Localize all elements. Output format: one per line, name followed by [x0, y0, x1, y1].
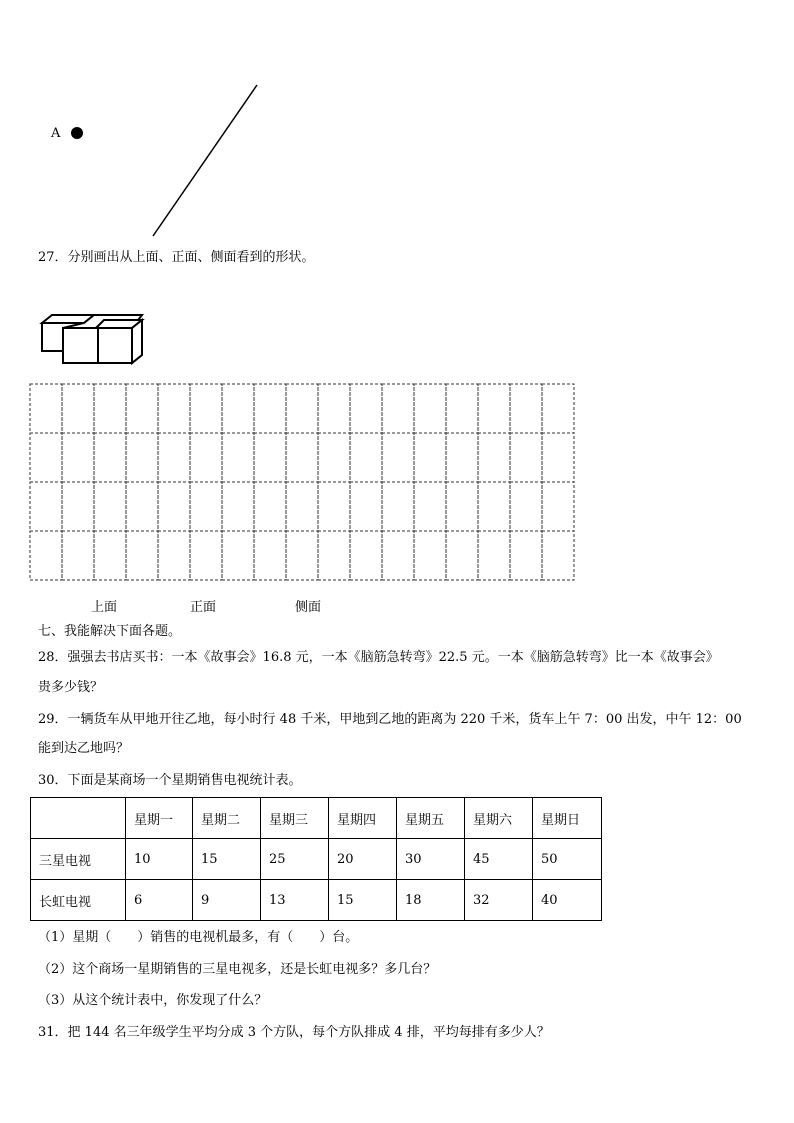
grid-cell[interactable] [510, 531, 542, 580]
table-header-cell: 星期一 [126, 798, 193, 839]
grid-cell[interactable] [62, 433, 94, 482]
grid-cell[interactable] [382, 482, 414, 531]
cube-figure [38, 308, 148, 368]
table-cell: 18 [397, 880, 465, 921]
grid-cell[interactable] [382, 531, 414, 580]
grid-cell[interactable] [158, 384, 190, 433]
grid-cell[interactable] [446, 482, 478, 531]
grid-cell[interactable] [126, 531, 158, 580]
q30-sub3: （3）从这个统计表中，你发现了什么？ [38, 993, 268, 1008]
q28-line2: 贵多少钱？ [38, 680, 104, 695]
grid-cell[interactable] [286, 482, 318, 531]
grid-cell[interactable] [318, 384, 350, 433]
table-cell: 50 [533, 839, 602, 880]
q30-text: 30．下面是某商场一个星期销售电视统计表。 [38, 773, 302, 788]
grid-cell[interactable] [478, 384, 510, 433]
grid-cell[interactable] [62, 482, 94, 531]
grid-cell[interactable] [446, 433, 478, 482]
grid-cell[interactable] [478, 482, 510, 531]
grid-cell[interactable] [254, 531, 286, 580]
slanted-line [153, 85, 257, 236]
grid-cell[interactable] [446, 531, 478, 580]
section7-title: 七、我能解决下面各题。 [38, 624, 182, 639]
grid-cell[interactable] [94, 384, 126, 433]
table-cell: 三星电视 [31, 839, 126, 880]
table-cell: 20 [329, 839, 397, 880]
table-header-row [31, 798, 602, 839]
grid-cell[interactable] [158, 482, 190, 531]
grid-cell[interactable] [478, 531, 510, 580]
table-row [31, 839, 602, 880]
grid-cell[interactable] [286, 531, 318, 580]
label-side-view: 侧面 [295, 600, 322, 615]
grid-cell[interactable] [254, 482, 286, 531]
grid-cell[interactable] [254, 384, 286, 433]
grid-cell[interactable] [94, 433, 126, 482]
table-header-cell: 星期二 [193, 798, 261, 839]
table-cell: 40 [533, 880, 602, 921]
table-header-cell: 星期日 [533, 798, 602, 839]
grid-cell[interactable] [254, 433, 286, 482]
line-figure [0, 0, 300, 250]
grid-cell[interactable] [94, 531, 126, 580]
grid-cell[interactable] [30, 482, 62, 531]
table-cell: 长虹电视 [31, 880, 126, 921]
grid-cell[interactable] [286, 384, 318, 433]
grid-cell[interactable] [382, 433, 414, 482]
table-cell: 25 [261, 839, 329, 880]
label-top-view: 上面 [91, 600, 118, 615]
grid-cell[interactable] [414, 384, 446, 433]
table-cell: 30 [397, 839, 465, 880]
q28-line1: 28．强强去书店买书：一本《故事会》16.8 元，一本《脑筋急转弯》22.5 元。一本《脑筋急转弯》比一本《故事会》 [38, 650, 719, 665]
label-front-view: 正面 [190, 600, 217, 615]
grid-cell[interactable] [30, 433, 62, 482]
grid-cell[interactable] [190, 482, 222, 531]
grid-cell[interactable] [350, 482, 382, 531]
grid-cell[interactable] [542, 384, 574, 433]
grid-cell[interactable] [286, 433, 318, 482]
table-cell: 6 [126, 880, 193, 921]
grid-cell[interactable] [222, 433, 254, 482]
grid-cell[interactable] [30, 531, 62, 580]
grid-cell[interactable] [222, 482, 254, 531]
point-a-dot [71, 127, 83, 139]
grid-cell[interactable] [190, 531, 222, 580]
table-row [31, 880, 602, 921]
q30-sub1: （1）星期（ ）销售的电视机最多，有（ ）台。 [38, 930, 359, 945]
grid-cell[interactable] [158, 531, 190, 580]
table-cell: 15 [329, 880, 397, 921]
table-cell: 32 [465, 880, 533, 921]
grid-cell[interactable] [478, 433, 510, 482]
q29-line1: 29．一辆货车从甲地开往乙地，每小时行 48 千米，甲地到乙地的距离为 220 千米，货车上午 7：00 出发，中午 12：00 [38, 712, 742, 727]
tv-sales-table [30, 797, 602, 921]
grid-cell[interactable] [190, 433, 222, 482]
grid-cell[interactable] [126, 433, 158, 482]
table-header-cell: 星期三 [261, 798, 329, 839]
grid-cell[interactable] [30, 384, 62, 433]
grid-cell[interactable] [350, 433, 382, 482]
q29-line2: 能到达乙地吗？ [38, 741, 130, 756]
table-cell: 9 [193, 880, 261, 921]
grid-cell[interactable] [510, 384, 542, 433]
grid-cell[interactable] [62, 531, 94, 580]
grid-cell[interactable] [126, 384, 158, 433]
grid-cell[interactable] [414, 531, 446, 580]
table-cell: 15 [193, 839, 261, 880]
table-cell: 45 [465, 839, 533, 880]
grid-cell[interactable] [318, 531, 350, 580]
table-header-cell: 星期四 [329, 798, 397, 839]
grid-cell[interactable] [510, 433, 542, 482]
table-header-cell: 星期五 [397, 798, 465, 839]
grid-cell[interactable] [190, 384, 222, 433]
table-cell: 13 [261, 880, 329, 921]
grid-cell[interactable] [382, 384, 414, 433]
table-header-cell: 星期六 [465, 798, 533, 839]
grid-cell[interactable] [446, 384, 478, 433]
point-a-label: A [51, 126, 61, 141]
grid-cell[interactable] [126, 482, 158, 531]
grid-cell[interactable] [510, 482, 542, 531]
grid-cell[interactable] [94, 482, 126, 531]
table-cell: 10 [126, 839, 193, 880]
table-header-cell [31, 798, 126, 839]
grid-cell[interactable] [414, 433, 446, 482]
grid-cell[interactable] [318, 433, 350, 482]
q27-text: 27．分别画出从上面、正面、侧面看到的形状。 [38, 250, 315, 265]
grid-cell[interactable] [318, 482, 350, 531]
grid-cell[interactable] [350, 531, 382, 580]
q31-text: 31．把 144 名三年级学生平均分成 3 个方队，每个方队排成 4 排，平均每排有多少人？ [38, 1025, 550, 1040]
grid-cell[interactable] [414, 482, 446, 531]
grid-cell[interactable] [158, 433, 190, 482]
grid-cell[interactable] [222, 384, 254, 433]
grid-cell[interactable] [542, 482, 574, 531]
grid-cell[interactable] [350, 384, 382, 433]
grid-cell[interactable] [222, 531, 254, 580]
grid-cell[interactable] [542, 531, 574, 580]
grid-cell[interactable] [542, 433, 574, 482]
drawing-grid[interactable] [29, 383, 575, 581]
grid-cell[interactable] [62, 384, 94, 433]
q30-sub2: （2）这个商场一星期销售的三星电视多，还是长虹电视多？多几台？ [38, 962, 437, 977]
